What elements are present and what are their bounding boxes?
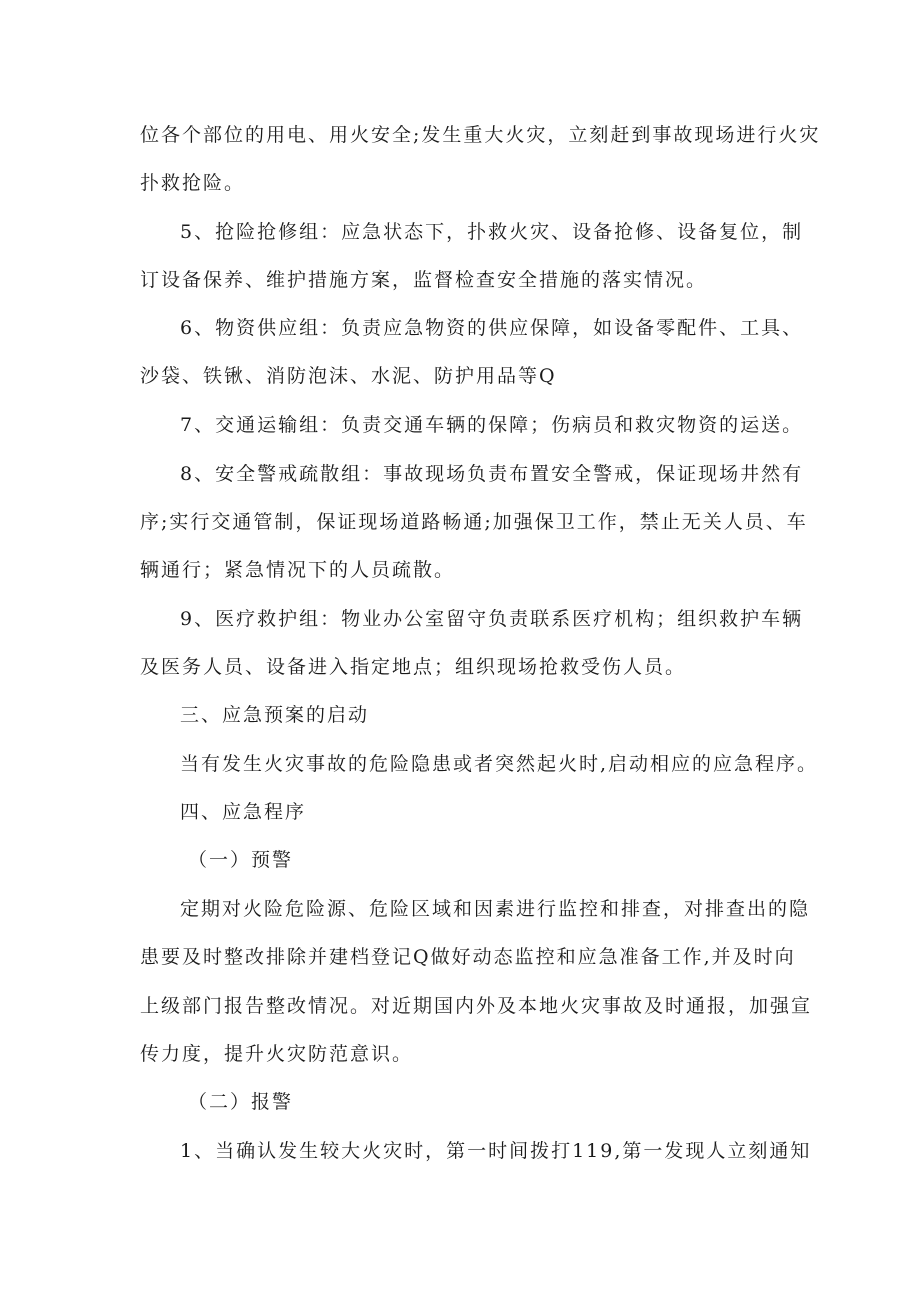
- text-line: 沙袋、铁锹、消防泡沫、水泥、防护用品等Q: [140, 365, 557, 387]
- text-line: 扑救抢险。: [140, 172, 246, 194]
- text-line: 定期对火险危险源、危险区域和因素进行监控和排查，对排查出的隐: [180, 898, 811, 920]
- text-line: 7、交通运输组：负责交通车辆的保障；伤病员和救灾物资的运送。: [180, 414, 804, 436]
- subsection-heading: （二）报警: [188, 1091, 294, 1113]
- text-line: 当有发生火灾事故的危险隐患或者突然起火时,启动相应的应急程序。: [180, 753, 819, 775]
- text-line: 1、当确认发生较大火灾时，第一时间拨打119,第一发现人立刻通知: [180, 1140, 812, 1162]
- section-heading: 三、应急预案的启动: [180, 704, 370, 726]
- text-line: 9、医疗救护组：物业办公室留守负责联系医疗机构；组织救护车辆: [180, 608, 804, 630]
- subsection-heading: （一）预警: [188, 849, 294, 871]
- text-line: 8、安全警戒疏散组：事故现场负责布置安全警戒，保证现场井然有: [180, 463, 804, 485]
- text-line: 6、物资供应组：负责应急物资的供应保障，如设备零配件、工具、: [180, 317, 804, 339]
- text-line: 患要及时整改排除并建档登记Q做好动态监控和应急准备工作,并及时向: [140, 946, 796, 968]
- text-line: 及医务人员、设备进入指定地点；组织现场抢救受伤人员。: [140, 656, 687, 678]
- text-line: 传力度，提升火灾防范意识。: [140, 1043, 414, 1065]
- text-line: 5、抢险抢修组：应急状态下，扑救火灾、设备抢修、设备复位，制: [180, 221, 804, 243]
- section-heading: 四、应急程序: [180, 801, 307, 823]
- text-line: 辆通行；紧急情况下的人员疏散。: [140, 559, 456, 581]
- text-line: 订设备保养、维护措施方案，监督检查安全措施的落实情况。: [140, 269, 708, 291]
- text-line: 序;实行交通管制，保证现场道路畅通;加强保卫工作，禁止无关人员、车: [140, 511, 808, 533]
- text-line: 上级部门报告整改情况。对近期国内外及本地火灾事故及时通报，加强宣: [140, 995, 813, 1017]
- text-line: 位各个部位的用电、用火安全;发生重大火灾，立刻赶到事故现场进行火灾: [140, 124, 821, 146]
